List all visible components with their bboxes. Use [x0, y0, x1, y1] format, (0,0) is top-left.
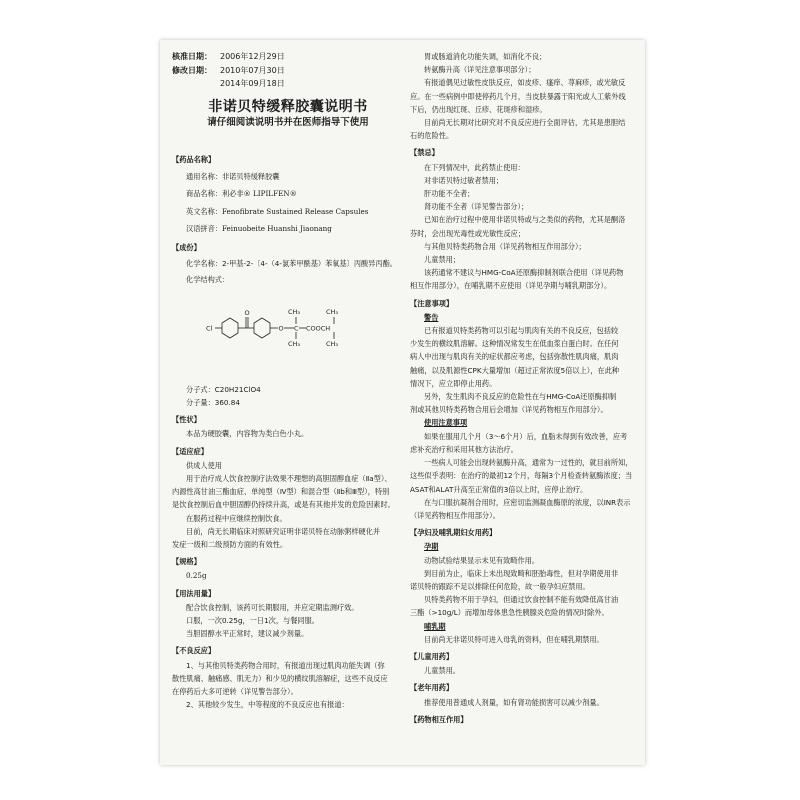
registered-mark-icon-2: ®: [289, 189, 297, 199]
atom-methyl-4: CH₃: [326, 339, 339, 348]
left-column: [172, 40, 404, 711]
atom-methyl-1: CH₃: [288, 307, 301, 316]
trade-name-cn: 利必非: [221, 189, 244, 199]
benzene-ring-2: [254, 318, 270, 338]
adverse-line: 散性肌痛、触痛感、肌无力）和少见的横纹肌溶解症，这些不良反应: [172, 673, 388, 683]
revise-label: 修改日期：: [172, 65, 212, 75]
adverse-line: 2、其他较少发生，中等程度的不良反应也有报道：: [186, 700, 349, 710]
adverse-cont-line: 下后，仍出现红斑、丘疹、花斑疹和湿疹。: [410, 104, 547, 114]
contra-line: 相互作用部分），在哺乳期不应使用（详见孕期与哺乳期部分）。: [410, 281, 612, 291]
contra-line: 肝功能不全者；: [424, 189, 475, 199]
pregnancy-line: 动物试验结果显示未见有致畸作用。: [424, 555, 540, 565]
chemical-name: 化学名称：2-甲基-2-〔4-（4-氯苯甲酰基）苯氧基〕丙酸异丙酯。: [186, 259, 397, 269]
section-heading-ingredients: 【成份】: [172, 242, 201, 252]
document-title: 非诺贝特缓释胶囊说明书: [208, 98, 368, 115]
trade-name: [172, 187, 404, 200]
warning-line: 情况下，应立即停止用药。: [410, 378, 497, 388]
indications-line: 是饮食控制后血中胆固醇仍持续升高，或是有其他并发的危险因素时。: [172, 500, 395, 510]
lactation-subheading: 哺乳期: [424, 621, 446, 631]
warning-subheading: 警告: [424, 312, 439, 322]
warning-line: 剂或其他贝特类药物合用后会增加（详见药物相互作用部分）。: [410, 405, 608, 415]
adverse-line: 1、与其他贝特类药物合用时，有报道出现过肌肉功能失调（弥: [186, 660, 385, 670]
atom-cl: Cl: [206, 324, 213, 333]
usage-notes-line: （详见药物相互作用部分）。: [410, 510, 500, 520]
adverse-cont-line: 石的危险性。: [410, 131, 454, 141]
pregnancy-line: 贝特类药物不用于孕妇，但通过饮食控制不能有效降低高甘油: [424, 595, 619, 605]
contra-line: 对非诺贝特过敏者禁用；: [424, 175, 504, 185]
section-heading-pregnancy: 【孕妇及哺乳期妇女用药】: [410, 528, 497, 538]
molecular-weight: 分子量：360.84: [186, 397, 240, 407]
atom-carbonyl-o: O: [244, 308, 250, 317]
usage-line: 口服，一次0.25g，一日1次，与餐同服。: [186, 615, 319, 625]
usage-notes-line: 虑补充治疗和采用其他方法治疗。: [410, 444, 518, 454]
section-heading-drug-name: 【药品名称】: [172, 154, 216, 164]
pregnancy-subheading: 孕期: [424, 542, 439, 552]
chemical-structure-diagram: [184, 293, 374, 371]
adverse-cont-line: 转氨酶升高（详见注意事项部分）；: [424, 65, 536, 75]
indications-line: 目前，尚无长期临床对照研究证明非诺贝特在动脉粥样硬化并: [186, 526, 381, 536]
section-heading-children: 【儿童用药】: [410, 651, 454, 661]
adverse-cont-line: 应。在一些病例中即使停药几个月，当皮肤暴露于阳光或人工紫外线: [410, 91, 626, 101]
approve-label: 核准日期：: [172, 52, 212, 61]
contra-line: 儿童禁用；: [424, 255, 460, 265]
section-heading-spec: 【规格】: [172, 557, 201, 567]
contra-line: 在下列情况中，此药禁止使用：: [424, 162, 525, 172]
indications-line: 在服药过程中应继续控制饮食。: [186, 513, 287, 523]
structure-label: 化学结构式：: [186, 275, 230, 285]
generic-name: 通用名称：非诺贝特缓释胶囊: [186, 172, 280, 182]
pregnancy-line: 到目前为止，临床上未出现致畸和胚胎毒性，但对孕期使用非: [424, 568, 619, 578]
section-heading-adverse: 【不良反应】: [172, 646, 216, 656]
indications-sub: 供成人使用: [186, 460, 222, 470]
character-text: 本品为硬胶囊，内容物为类白色小丸。: [186, 429, 309, 439]
contra-line: 芬时，会出现光毒性或光敏性反应；: [410, 228, 526, 238]
indications-line: 内源性高甘油三酯血症、单纯型（Ⅳ型）和混合型（Ⅱb和Ⅲ型），特别: [172, 487, 390, 497]
lactation-line: 目前尚无非诺贝特可进入母乳的资料，但在哺乳期禁用。: [424, 634, 604, 644]
section-heading-usage: 【用法用量】: [172, 588, 216, 598]
adverse-cont-line: 有报道偶见过敏性皮肤反应，如皮疹、瘙痒、荨麻疹，或光敏反: [424, 78, 626, 88]
section-heading-character: 【性状】: [172, 415, 201, 425]
pinyin-name: [172, 222, 404, 235]
warning-line: 病人中出现与肌肉有关的症状都应考虑，包括弥散性肌肉痛，肌肉: [410, 352, 619, 362]
revise-date-1: 2010年07月30日: [220, 65, 285, 75]
document-subtitle: 请仔细阅读说明书并在医师指导下使用: [207, 116, 369, 128]
pregnancy-line: 三酯（>10g/L）而增加母体患急性胰腺炎危险的情况时除外。: [410, 608, 609, 618]
section-heading-interactions: 【药物相互作用】: [410, 714, 468, 724]
warning-line: 另外，发生肌肉不良反应的危险性在与HMG-CoA还原酶抑制: [424, 392, 617, 402]
atom-methyl-2: CH₃: [288, 339, 301, 348]
date-block: [172, 50, 404, 91]
revise-date-2: 2014年09月18日: [220, 79, 285, 88]
usage-notes-subheading: 使用注意事项: [424, 418, 468, 428]
pinyin-label: 汉语拼音：: [186, 223, 222, 233]
section-heading-precautions: 【注意事项】: [410, 298, 454, 308]
adverse-cont-line: 目前尚无长期对比研究对不良反应进行全面评估，尤其是患胆结: [424, 118, 626, 128]
contra-line: 该药通常不建议与HMG-CoA还原酶抑制剂联合使用（详见药物: [424, 268, 624, 278]
leaflet-sheet: [160, 40, 645, 765]
section-heading-contraindications: 【禁忌】: [410, 148, 439, 158]
atom-quaternary-c: C: [294, 324, 299, 333]
pinyin-value: Feinuobeite Huanshi Jiaonang: [221, 223, 332, 233]
registered-mark-icon: ®: [243, 189, 251, 199]
usage-notes-line: 在与口服抗凝剂合用时，应密切监测凝血酶原的浓度，以INR表示: [424, 497, 631, 507]
contra-line: 已知在治疗过程中使用非诺贝特或与之类似的药物，尤其是酮洛: [424, 215, 626, 225]
usage-line: 当胆固醇水平正常时，建议减少剂量。: [186, 629, 309, 639]
approve-date: 2006年12月29日: [220, 52, 285, 61]
warning-line: 少发生的横纹肌溶解。这种情况常发生在低血浆白蛋白时。在任何: [410, 339, 619, 349]
pregnancy-line: 诺贝特的跟踪不足以排除任何危险，故一般孕妇应禁用。: [410, 581, 590, 591]
usage-notes-line: 如果在服用几个月（3～6个月）后，血脂未得到有效改善，应考: [424, 431, 628, 441]
usage-line: 配合饮食控制，该药可长期服用，并应定期监测疗效。: [186, 602, 359, 612]
atom-ether-o: O: [278, 324, 284, 333]
trade-label: 商品名称：: [186, 189, 222, 199]
indications-line: 发症一级和二级预防方面的有效性。: [172, 539, 288, 549]
usage-notes-line: 这些似乎表明：在治疗的最初12个月，每隔3个月检查转氨酶浓度；当: [410, 471, 633, 481]
warning-line: 触痛，以及肌源性CPK大量增加（超过正常浓度5倍以上），在此种: [410, 365, 620, 375]
benzene-ring-1: [222, 318, 238, 338]
spec-text: 0.25g: [186, 571, 207, 581]
contra-line: 肾功能不全者（详见警告部分）；: [424, 202, 529, 212]
warning-line: 已有报道贝特类药物可以引起与肌肉有关的不良反应，包括较: [424, 326, 619, 336]
english-value: Fenofibrate Sustained Release Capsules: [221, 206, 369, 216]
english-label: 英文名称：: [186, 206, 222, 216]
molecular-formula: 分子式：C20H21ClO4: [186, 384, 261, 394]
usage-notes-line: 一些病人可能会出现转氨酶升高，通常为一过性的，就目前所知，: [424, 458, 633, 468]
adverse-line: 在停药后大多可逆转（详见警告部分）。: [172, 687, 298, 696]
adverse-cont-line: 胃或肠道消化功能失调，如消化不良；: [424, 52, 547, 61]
elderly-text: 推荐使用普通成人剂量，如有肾功能损害可以减少剂量。: [424, 697, 604, 707]
children-text: 儿童禁用。: [424, 666, 460, 676]
right-column: [410, 50, 638, 727]
contra-line: 与其他贝特类药物合用（详见药物相互作用部分）；: [424, 241, 586, 251]
trade-name-en: LIPILFEN: [253, 189, 290, 199]
section-heading-indications: 【适应症】: [172, 446, 208, 456]
atom-ester-group: COOCH: [306, 324, 331, 333]
indications-line: 用于治疗成人饮食控制疗法效果不理想的高胆固醇血症（Ⅱa型）、: [186, 473, 392, 483]
section-heading-elderly: 【老年用药】: [410, 683, 454, 693]
usage-notes-line: ASAT和ALAT升高至正常值的3倍以上时，应停止治疗。: [410, 484, 588, 494]
english-name: [172, 205, 404, 218]
atom-methyl-3: CH₃: [326, 307, 339, 316]
